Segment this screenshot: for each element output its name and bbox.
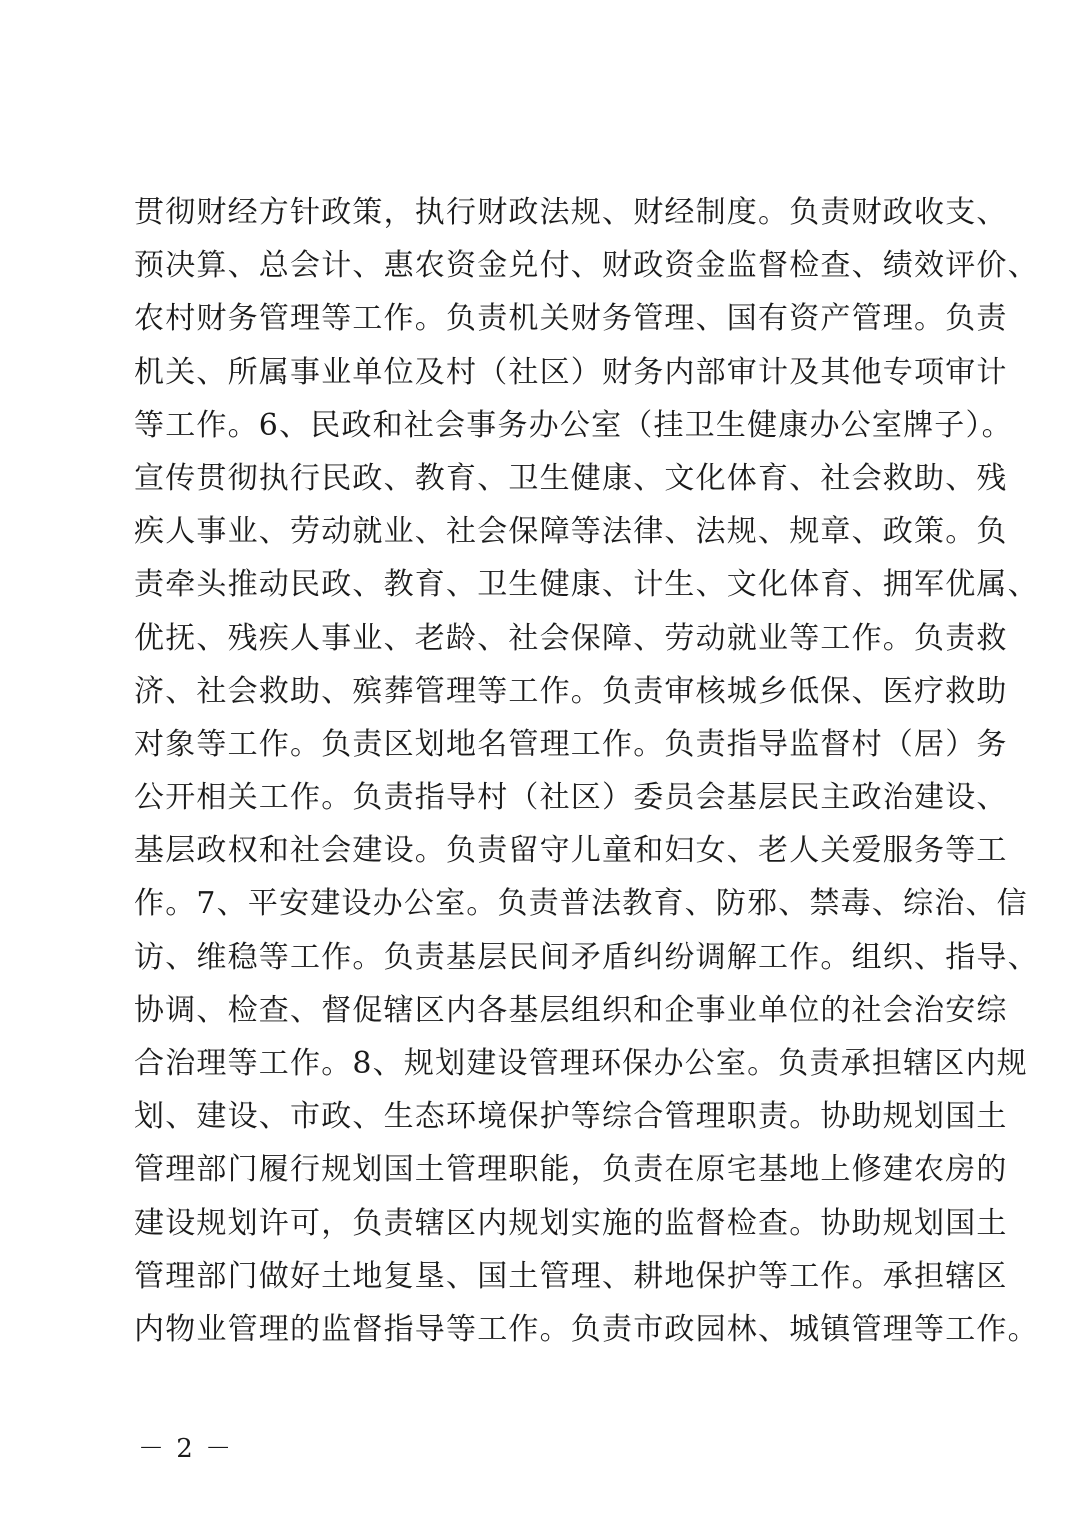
text-line: 机关、所属事业单位及村（社区）财务内部审计及其他专项审计: [134, 354, 1008, 390]
text-line: 内物业管理的监督指导等工作。负责市政园林、城镇管理等工作。: [134, 1311, 1039, 1347]
text-line: 管理部门履行规划国土管理职能，负责在原宅基地上修建农房的: [134, 1152, 1008, 1188]
body-text: [134, 186, 1039, 1356]
text-line: 划、建设、市政、生态环境保护等综合管理职责。协助规划国土: [134, 1099, 1008, 1135]
text-line: 合治理等工作。8、规划建设管理环保办公室。负责承担辖区内规: [134, 1046, 1028, 1081]
text-line: 作。7、平安建设办公室。负责普法教育、防邪、禁毒、综治、信: [134, 886, 1028, 922]
text-line: 疾人事业、劳动就业、社会保障等法律、法规、规章、政策。负: [134, 514, 1008, 550]
text-line: 优抚、残疾人事业、老龄、社会保障、劳动就业等工作。负责救: [134, 620, 1008, 656]
text-line: 济、社会救助、殡葬管理等工作。负责审核城乡低保、医疗救助: [134, 673, 1008, 709]
text-line: 等工作。6、民政和社会事务办公室（挂卫生健康办公室牌子）。: [134, 407, 1013, 443]
text-line: 农村财务管理等工作。负责机关财务管理、国有资产管理。负责: [134, 301, 1008, 337]
text-line: 协调、检查、督促辖区内各基层组织和企事业单位的社会治安综: [134, 992, 1008, 1028]
text-line: 宣传贯彻执行民政、教育、卫生健康、文化体育、社会救助、残: [134, 460, 1008, 496]
text-line: 对象等工作。负责区划地名管理工作。负责指导监督村（居）务: [134, 726, 1008, 762]
text-line: 贯彻财经方针政策，执行财政法规、财经制度。负责财政收支、: [134, 195, 1008, 230]
text-line: 建设规划许可，负责辖区内规划实施的监督检查。协助规划国土: [134, 1205, 1008, 1241]
text-line: 访、维稳等工作。负责基层民间矛盾纠纷调解工作。组织、指导、: [134, 939, 1039, 975]
text-line: 基层政权和社会建设。负责留守儿童和妇女、老人关爱服务等工: [134, 833, 1008, 869]
page-number: － 2 －: [138, 1434, 234, 1464]
text-line: 责牵头推动民政、教育、卫生健康、计生、文化体育、拥军优属、: [134, 567, 1039, 603]
text-line: 预决算、总会计、惠农资金兑付、财政资金监督检查、绩效评价、: [134, 248, 1039, 284]
text-line: 公开相关工作。负责指导村（社区）委员会基层民主政治建设、: [134, 780, 1008, 816]
text-line: 管理部门做好土地复垦、国土管理、耕地保护等工作。承担辖区: [134, 1258, 1008, 1294]
